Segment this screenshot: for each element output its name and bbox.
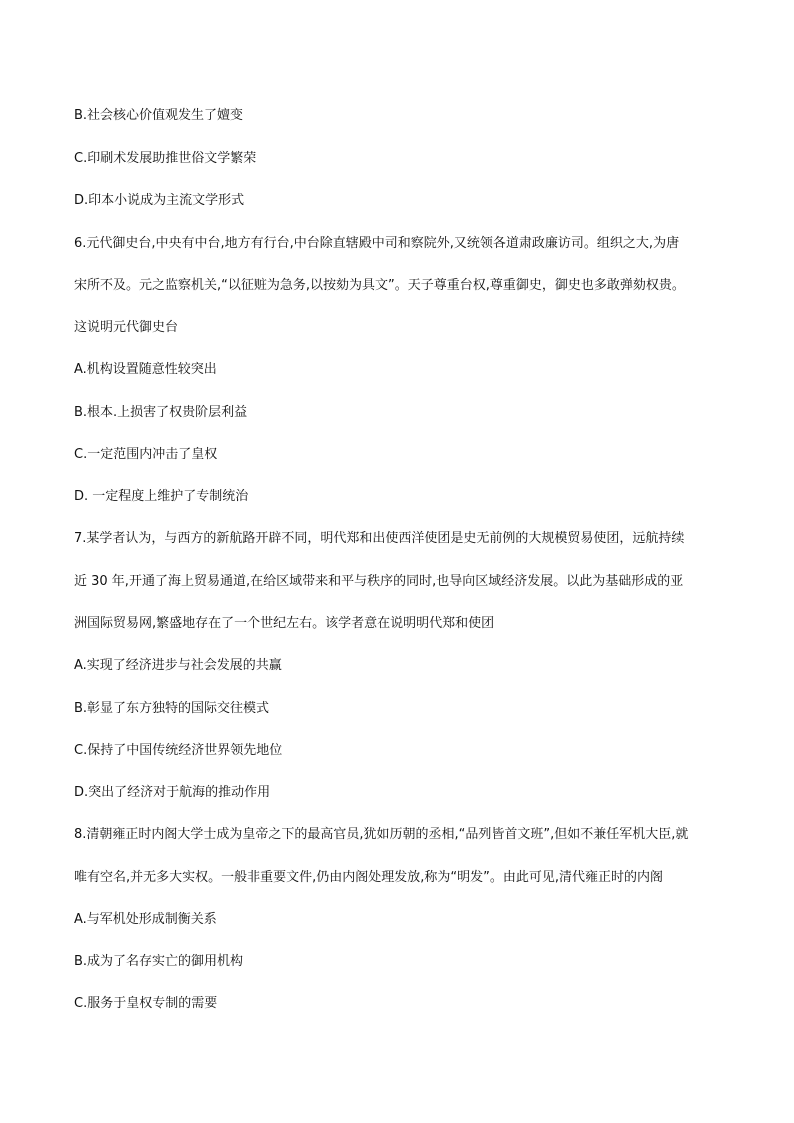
q6-option-a: A.机构设置随意性较突出	[74, 362, 217, 377]
q7-option-c: C.保持了中国传统经济世界领先地位	[74, 743, 283, 758]
q6-stem-line-1: 6.元代御史台,中央有中台,地方有行台,中台除直辖殿中司和察院外,又统领各道肃政廉访司。组织之大,为唐	[74, 236, 680, 251]
q8-stem-line-1: 8.清朝雍正时内阁大学士成为皇帝之下的最高官员,犹如历朝的丞相,“品列皆首文班”,但如不兼任军机大臣,就	[74, 827, 689, 842]
q6-option-d: D. 一定程度上维护了专制统治	[74, 489, 249, 504]
q8-stem-line-2: 唯有空名,并无多大实权。一般非重要文件,仍由内阁处理发放,称为“明发”。由此可见,清代雍正时的内阁	[74, 870, 663, 885]
q7-option-d: D.突出了经济对于航海的推动作用	[74, 785, 271, 800]
q6-option-b: B.根本.上损害了权贵阶层利益	[74, 405, 248, 420]
q6-stem-line-3: 这说明元代御史台	[74, 320, 179, 335]
q6-stem-line-2: 宋所不及。元之监察机关,“以征赃为急务,以按劾为具文”。天子尊重台权,尊重御史，御史也多敢弹劾权贵。	[74, 278, 685, 293]
q5-option-c: C.印刷术发展助推世俗文学繁荣	[74, 151, 257, 166]
q8-option-b: B.成为了名存实亡的御用机构	[74, 954, 244, 969]
q7-stem-line-1: 7.某学者认为，与西方的新航路开辟不同，明代郑和出使西洋使团是史无前例的大规模贸易使团，远航持续	[74, 531, 685, 546]
q5-option-d: D.印本小说成为主流文学形式	[74, 193, 245, 208]
q8-option-c: C.服务于皇权专制的需要	[74, 996, 218, 1011]
q7-stem-line-3: 洲国际贸易网,繁盛地存在了一个世纪左右。该学者意在说明明代郑和使团	[74, 616, 495, 631]
q6-option-c: C.一定范围内冲击了皇权	[74, 447, 218, 462]
q7-option-b: B.彰显了东方独特的国际交往模式	[74, 701, 270, 716]
q7-option-a: A.实现了经济进步与社会发展的共赢	[74, 658, 282, 673]
q8-option-a: A.与军机处形成制衡关系	[74, 912, 217, 927]
q5-option-b: B.社会核心价值观发生了嬗变	[74, 108, 244, 123]
q7-stem-line-2: 近 30 年,开通了海上贸易通道,在给区域带来和平与秩序的同时,也导向区域经济发展。以此为基础形成的亚	[74, 574, 684, 589]
